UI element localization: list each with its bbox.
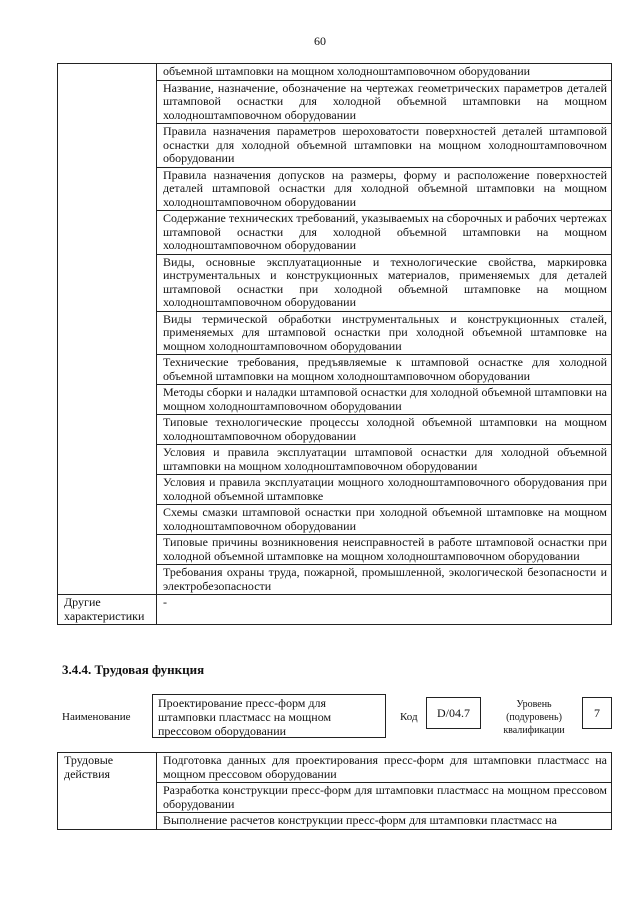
- level-value: 7: [582, 697, 612, 729]
- name-label: Наименование: [62, 711, 131, 723]
- knowledge-item: Содержание технических требований, указываемых на сборочных и рабочих чертежах штамповой оснастки для холодной объемной штамповки на мощном холодноштамповочном оборудовании: [157, 211, 612, 255]
- code-value: D/04.7: [426, 697, 481, 729]
- other-characteristics-label: Другие характеристики: [58, 595, 157, 625]
- knowledge-item: Правила назначения параметров шероховатости поверхностей деталей штамповой оснастки для холодной объемной штамповки на мощном холодноштамповочном оборудовании: [157, 124, 612, 168]
- knowledge-table: [57, 63, 612, 625]
- knowledge-item: Виды термической обработки инструментальных и конструкционных сталей, применяемых для штамповой оснастки при холодной объемной штамповке на мощном холодноштамповочном оборудовании: [157, 311, 612, 355]
- knowledge-item: Требования охраны труда, пожарной, промышленной, экологической безопасности и электробезопасности: [157, 565, 612, 595]
- knowledge-item: Виды, основные эксплуатационные и технологические свойства, маркировка инструментальных и конструкционных материалов, применяемых для деталей штамповой оснастки при холодной объемной штамповке на мощном холодноштамповочном оборудовании: [157, 254, 612, 311]
- table-row: [58, 595, 612, 625]
- function-header: [0, 694, 640, 740]
- labor-action-item: Подготовка данных для проектирования пресс-форм для штамповки пластмасс на мощном прессовом оборудовании: [157, 753, 612, 783]
- knowledge-item: Типовые технологические процессы холодной объемной штамповки на мощном холодноштамповочном оборудовании: [157, 415, 612, 445]
- knowledge-item: Правила назначения допусков на размеры, форму и расположение поверхностей деталей штамповой оснастки для холодной объемной штамповки на мощном холодноштамповочном оборудовании: [157, 167, 612, 211]
- labor-action-item: Выполнение расчетов конструкции пресс-форм для штамповки пластмасс на: [157, 813, 612, 830]
- table-row: [58, 753, 612, 783]
- code-label: Код: [400, 711, 418, 723]
- knowledge-item: Схемы смазки штамповой оснастки при холодной объемной штамповке на мощном холодноштамповочном оборудовании: [157, 505, 612, 535]
- knowledge-label-cell: [58, 64, 157, 595]
- knowledge-item: объемной штамповки на мощном холодноштамповочном оборудовании: [157, 64, 612, 81]
- knowledge-item: Условия и правила эксплуатации штамповой оснастки для холодной объемной штамповки на мощном холодноштамповочном оборудовании: [157, 445, 612, 475]
- knowledge-item: Типовые причины возникновения неисправностей в работе штамповой оснастки при холодной объемной штамповке на мощном холодноштамповочном оборудовании: [157, 535, 612, 565]
- table-row: [58, 64, 612, 81]
- knowledge-item: Условия и правила эксплуатации мощного холодноштамповочного оборудования при холодной объемной штамповке: [157, 475, 612, 505]
- page-number: 60: [314, 34, 326, 48]
- knowledge-item: Технические требования, предъявляемые к штамповой оснастке для холодной объемной штамповки на мощном холодноштамповочном оборудовании: [157, 355, 612, 385]
- labor-actions-label: Трудовые действия: [58, 753, 157, 830]
- labor-action-item: Разработка конструкции пресс-форм для штамповки пластмасс на мощном прессовом оборудовании: [157, 783, 612, 813]
- knowledge-item: Методы сборки и наладки штамповой оснастки для холодной объемной штамповки на мощном холодноштамповочном оборудовании: [157, 385, 612, 415]
- other-characteristics-value: -: [157, 595, 612, 625]
- knowledge-item: Название, назначение, обозначение на чертежах геометрических параметров деталей штамповой оснастки для холодной объемной штамповки на мощном холодноштамповочном оборудовании: [157, 80, 612, 124]
- name-value: Проектирование пресс-форм для штамповки пластмасс на мощном прессовом оборудовании: [152, 694, 386, 738]
- labor-actions-table: [57, 752, 612, 830]
- level-label: Уровень (подуровень) квалификации: [503, 699, 565, 736]
- section-heading: 3.4.4. Трудовая функция: [62, 662, 205, 677]
